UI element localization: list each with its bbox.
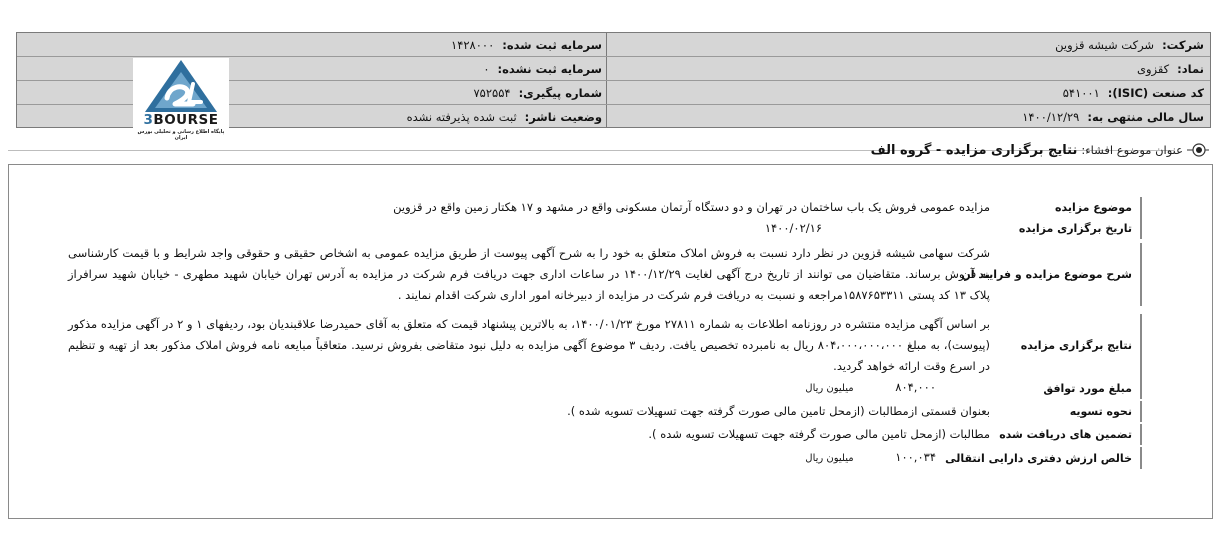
isic-value: ۵۴۱۰۰۱ <box>1062 85 1100 100</box>
topic-label: موضوع مزایده <box>992 197 1142 218</box>
detail-row-settlement <box>62 401 1142 422</box>
symbol-label: نماد: <box>1177 61 1204 76</box>
net-book-value-value <box>62 447 992 469</box>
net-book-value-unit: میلیون ریال <box>805 453 854 464</box>
company-info-right-column <box>606 33 1210 127</box>
tracking-number-row <box>17 81 608 105</box>
symbol-value: کقزوی <box>1136 61 1170 76</box>
company-label: شرکت: <box>1162 37 1204 52</box>
topic-value: مزایده عمومی فروش یک باب ساختمان در تهران و دو دستگاه آرتمان مسکونی واقع در مشهد و ۱۷ هکتار زمین واقع در قزوین <box>393 200 990 214</box>
detail-row-agreed-amount <box>62 377 1142 399</box>
fiscal-year-label: سال مالی منتهی به: <box>1087 110 1204 124</box>
tracking-number-value: ۷۵۲۵۵۴ <box>473 85 511 100</box>
settlement-label: نحوه تسویه <box>992 401 1142 422</box>
unregistered-capital-label: سرمایه ثبت نشده: <box>497 61 602 76</box>
guarantees-label: تضمین های دریافت شده <box>992 424 1142 445</box>
fiscal-year-value: ۱۴۰۰/۱۲/۲۹ <box>1022 110 1080 124</box>
isic-row <box>607 81 1210 105</box>
registered-capital-row <box>17 33 608 57</box>
company-row <box>607 33 1210 57</box>
unregistered-capital-row <box>17 57 608 81</box>
net-book-value-number: ۱۰۰,۰۳۴ <box>895 450 936 464</box>
detail-row-date <box>62 218 1142 239</box>
isic-label: کد صنعت (ISIC): <box>1107 85 1204 100</box>
settlement-value: بعنوان قسمتی ازمطالبات (ازمحل تامین مالی صورت گرفته جهت تسهیلات تسویه شده ). <box>567 404 990 418</box>
agreed-amount-number: ۸۰۴,۰۰۰ <box>895 380 936 394</box>
company-info-left-column <box>17 33 608 127</box>
auction-details-box <box>8 164 1213 519</box>
guarantees-value: مطالبات (ازمحل تامین مالی صورت گرفته جهت تسهیلات تسویه شده ). <box>648 427 990 441</box>
registered-capital-label: سرمایه ثبت شده: <box>502 37 602 52</box>
bourse-logo-icon <box>143 58 219 114</box>
tracking-number-label: شماره پیگیری: <box>518 85 602 100</box>
logo-wordmark: 3BOURSE <box>143 112 219 128</box>
detail-row-net-book-value <box>62 447 1142 469</box>
disclosure-subject <box>871 140 1209 160</box>
detail-row-topic <box>62 197 1142 218</box>
publisher-status-label: وضعیت ناشر: <box>524 110 602 124</box>
auction-details-list <box>62 197 1142 469</box>
detail-row-results <box>62 314 1142 377</box>
agreed-amount-unit: میلیون ریال <box>805 383 854 394</box>
logo-caption: پایگاه اطلاع رسانی و تحلیلی بورس ایران <box>137 129 225 141</box>
fiscal-year-row <box>607 105 1210 129</box>
publisher-status-value: ثبت شده پذیرفته نشده <box>406 110 517 124</box>
unregistered-capital-value: ۰ <box>483 61 490 76</box>
subject-label: عنوان موضوع افشاء: <box>1081 143 1183 157</box>
company-value: شرکت شیشه قزوین <box>1055 37 1155 52</box>
target-bullet-icon <box>1187 142 1209 158</box>
detail-row-guarantees <box>62 424 1142 445</box>
publisher-status-row <box>17 105 608 129</box>
net-book-value-label: خالص ارزش دفتری دارایی انتقالی <box>992 447 1142 469</box>
symbol-row <box>607 57 1210 81</box>
description-label: شرح موضوع مزایده و فرایند آن <box>992 243 1142 306</box>
registered-capital-value: ۱۴۲۸۰۰۰ <box>451 37 495 52</box>
description-value: شرکت سهامی شیشه قزوین در نظر دارد نسبت به فروش املاک متعلق به خود را به شرح آگهی پیوست از طریق مزایده عمومی به اشخاص حقیقی و حقوقی واجد شرایط و با قیمت کارشناسی به فروش برساند. متقاضیان می توانند از تاریخ درج آگهی لغایت ۱۴۰۰/۱۲/۲۹ در ساعات اداری جهت دریافت فرم شرکت در مزایده به آدرس تهران خیابان شهید مطهری - خیابان شهید سرافراز پلاک ۱۳ کد پستی ۱۵۸۷۶۵۳۳۱۱مراجعه و نسبت به دریافت فرم شرکت در مزایده از دبیرخانه امور اداری شرکت اقدام نمایند . <box>68 246 990 302</box>
date-value: ۱۴۰۰/۰۲/۱۶ <box>764 221 822 235</box>
results-value: بر اساس آگهی مزایده منتشره در روزنامه اطلاعات به شماره ۲۷۸۱۱ مورخ ۱۴۰۰/۰۱/۲۳، به بالاترین پیشنهاد قیمت که متعلق به آقای حمیدرضا علاقبندیان بود، ردیفهای ۱ و ۲ در آگهی مزایده مذکور (پیوست)، به مبلغ ۸۰۴،۰۰۰،۰۰۰،۰۰۰ ریال به نامبرده تخصیص یافت. ردیف ۳ موضوع آگهی مزایده به دلیل نبود متقاضی بفروش نرسید. متعاقباً مبایعه نامه فروش املاک مذکور بعد از تهیه و تنظیم در اسرع وقت ارائه خواهد گردید. <box>68 317 991 373</box>
bourse-logo[interactable] <box>133 58 229 140</box>
subject-title: نتایج برگزاری مزایده - گروه الف <box>870 142 1078 158</box>
results-label: نتایج برگزاری مزایده <box>992 314 1142 377</box>
agreed-amount-value <box>62 377 992 399</box>
date-label: تاریخ برگزاری مزایده <box>992 218 1142 239</box>
detail-row-description <box>62 243 1142 306</box>
agreed-amount-label: مبلغ مورد توافق <box>992 377 1142 399</box>
